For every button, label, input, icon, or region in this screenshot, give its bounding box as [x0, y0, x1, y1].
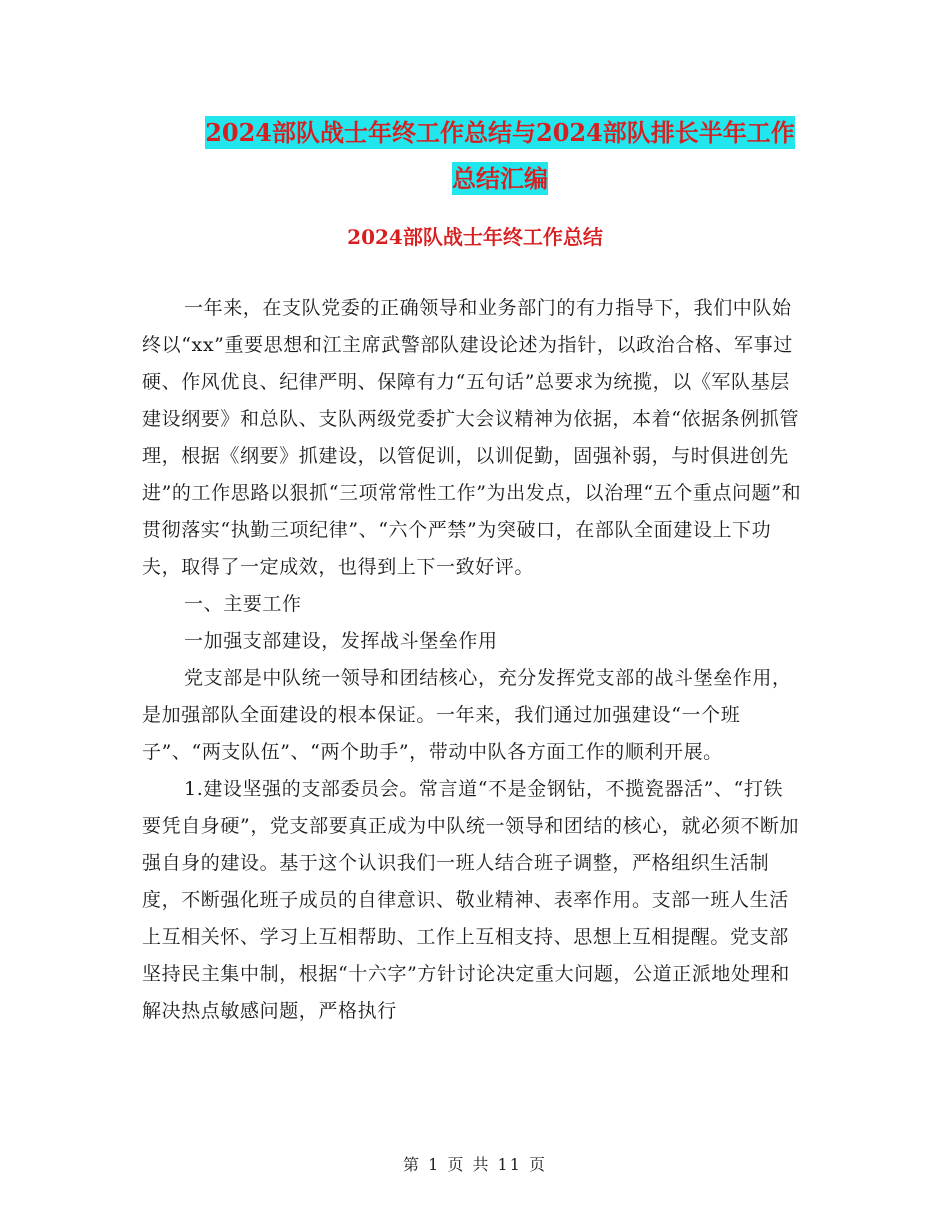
body-paragraph: 党支部是中队统一领导和团结核心，充分发挥党支部的战斗堡垒作用，是加强部队全面建设的根本保证。一年来，我们通过加强建设“一个班子”、“两支队伍”、“两个助手”，带动中队各方面工作的顺利开展。	[142, 667, 792, 763]
section-title: 2024部队战士年终工作总结	[347, 225, 603, 249]
document-title-line2: 总结汇编	[452, 164, 548, 193]
body-paragraph: 1.建设坚强的支部委员会。常言道“不是金钢钻，不揽瓷器活”、“打铁要凭自身硬”，党支部要真正成为中队统一领导和团结的核心，就必须不断加强自身的建设。基于这个认识我们一班人结合班子调整，严格组织生活制度，不断强化班子成员的自律意识、敬业精神、表率作用。支部一班人生活上互相关怀、学习上互相帮助、工作上互相支持、思想上互相提醒。党支部坚持民主集中制，根据“十六字”方针讨论决定重大问题，公道正派地处理和解决热点敏感问题，严格执行	[142, 778, 800, 1022]
document-title	[140, 110, 860, 202]
document-title-line1: 2024部队战士年终工作总结与2024部队排长半年工作	[205, 118, 795, 147]
body-paragraph: 一年来，在支队党委的正确领导和业务部门的有力指导下，我们中队始终以“xx”重要思想和江主席武警部队建设论述为指针，以政治合格、军事过硬、作风优良、纪律严明、保障有力“五句话”总要求为统揽，以《军队基层建设纲要》和总队、支队两级党委扩大会议精神为依据，本着“依据条例抓管理，根据《纲要》抓建设，以管促训，以训促勤，固强补弱，与时俱进创先进”的工作思路以狠抓“三项常常性工作”为出发点，以治理“五个重点问题”和贯彻落实“执勤三项纪律”、“六个严禁”为突破口，在部队全面建设上下功夫，取得了一定成效，也得到上下一致好评。	[142, 297, 802, 578]
body-subheading: 一加强支部建设，发挥战斗堡垒作用	[184, 630, 498, 652]
document-body	[142, 290, 802, 1030]
body-heading: 一、主要工作	[184, 593, 302, 615]
page-number-footer: 第 1 页 共 11 页	[403, 1155, 547, 1174]
